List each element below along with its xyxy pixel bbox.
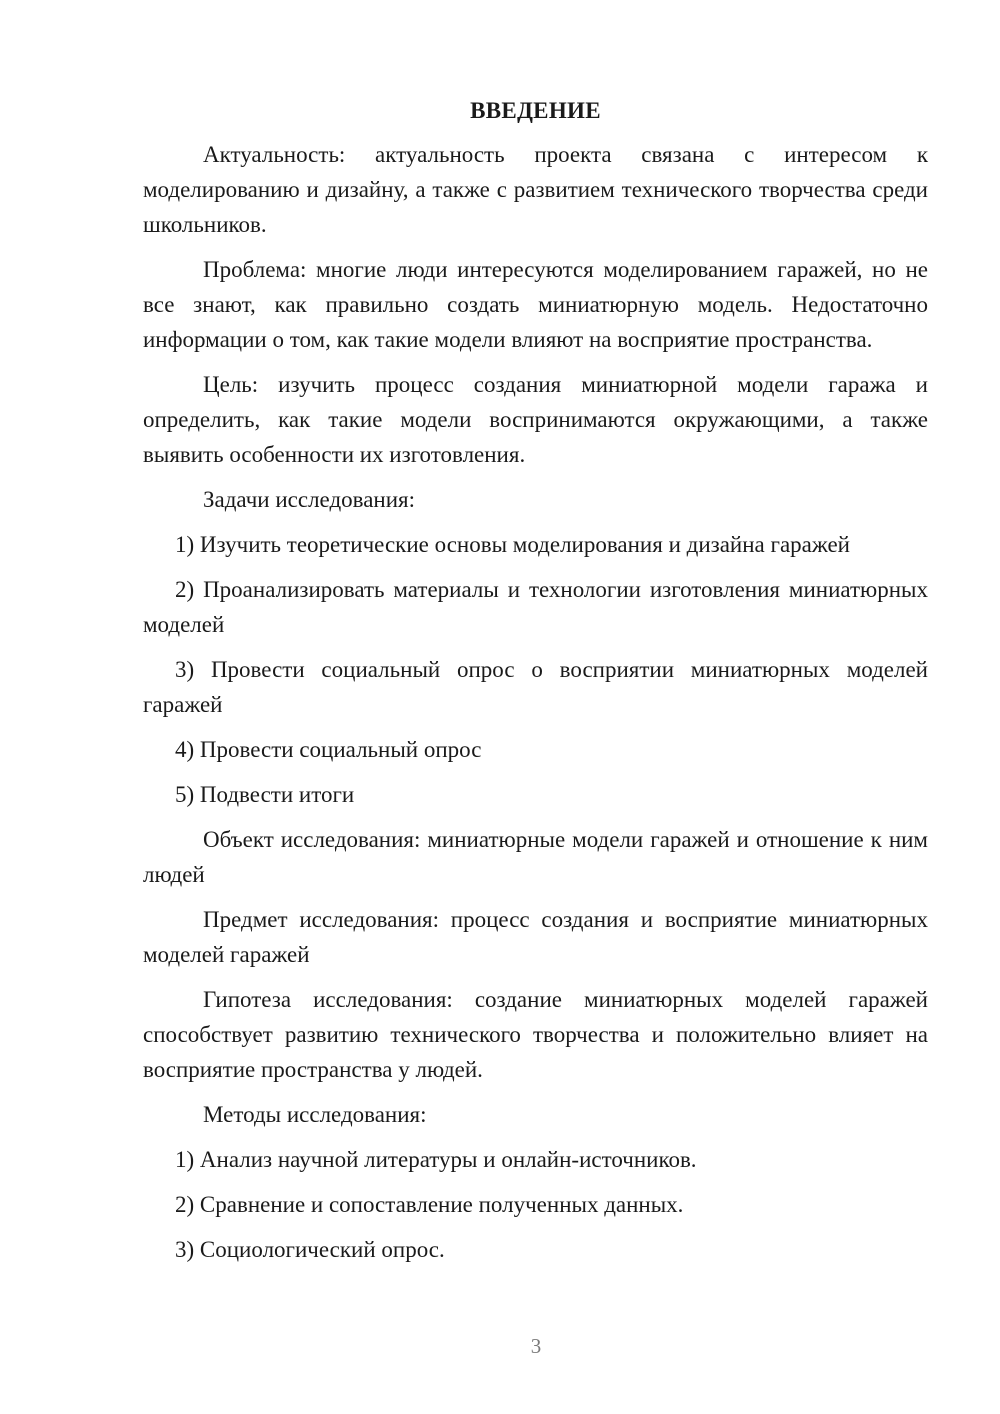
task-item-4: 4) Провести социальный опрос bbox=[175, 737, 482, 762]
method-item-1: 1) Анализ научной литературы и онлайн-источников. bbox=[175, 1147, 697, 1172]
method-item-3: 3) Социологический опрос. bbox=[175, 1237, 445, 1262]
paragraph-object: Объект исследования: миниатюрные модели гаражей и отношение к ним людей bbox=[143, 827, 928, 887]
tasks-heading: Задачи исследования: bbox=[203, 487, 416, 512]
paragraph-problem: Проблема: многие люди интересуются моделированием гаражей, но не все знают, как правильно создать миниатюрную модель. Недостаточно информации о том, как такие модели влияют на восприятие пространства. bbox=[143, 257, 928, 352]
document-page bbox=[143, 95, 928, 1277]
task-item-3: 3) Провести социальный опрос о восприятии миниатюрных моделей гаражей bbox=[143, 657, 928, 717]
paragraph-hypothesis: Гипотеза исследования: создание миниатюрных моделей гаражей способствует развитию технического творчества и положительно влияет на восприятие пространства у людей. bbox=[143, 987, 928, 1082]
paragraph-subject: Предмет исследования: процесс создания и восприятие миниатюрных моделей гаражей bbox=[143, 907, 928, 967]
paragraph-goal: Цель: изучить процесс создания миниатюрной модели гаража и определить, как такие модели воспринимаются окружающими, а также выявить особенности их изготовления. bbox=[143, 372, 928, 467]
task-item-2: 2) Проанализировать материалы и технологии изготовления миниатюрных моделей bbox=[143, 577, 928, 637]
paragraph-relevance: Актуальность: актуальность проекта связана с интересом к моделированию и дизайну, а также с развитием технического творчества среди школьников. bbox=[143, 142, 928, 237]
task-item-1: 1) Изучить теоретические основы моделирования и дизайна гаражей bbox=[175, 532, 850, 557]
task-item-5: 5) Подвести итоги bbox=[175, 782, 355, 807]
page-title: ВВЕДЕНИЕ bbox=[470, 98, 601, 123]
method-item-2: 2) Сравнение и сопоставление полученных данных. bbox=[175, 1192, 684, 1217]
methods-heading: Методы исследования: bbox=[203, 1102, 427, 1127]
page-number: 3 bbox=[530, 1334, 542, 1358]
